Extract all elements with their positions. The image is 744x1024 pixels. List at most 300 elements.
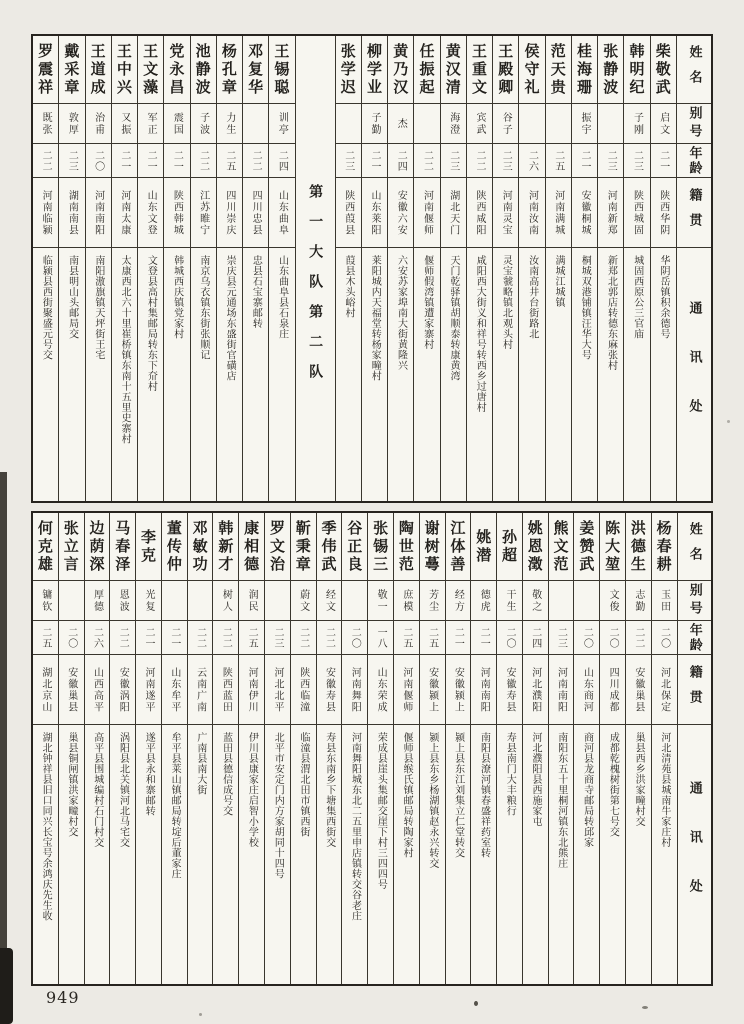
person-alias-cell — [368, 581, 393, 621]
person-age: 二五 — [552, 149, 564, 172]
scan-gutter-blob — [0, 948, 13, 1024]
person-alias-cell — [523, 581, 548, 621]
person-alias: 文俊 — [607, 588, 619, 613]
person-alias-cell — [239, 581, 264, 621]
person-name: 王殿卿 — [496, 42, 515, 97]
person-contact-cell — [546, 248, 571, 501]
person-origin: 河南临颍 — [40, 189, 52, 236]
person-origin-cell — [33, 655, 58, 725]
person-age-cell — [519, 144, 544, 178]
person-contact-cell — [394, 725, 419, 984]
person-contact: 高平县围城编村石门村交 — [91, 732, 103, 848]
person-contact-cell — [188, 725, 213, 984]
person-name: 谷正良 — [345, 519, 364, 574]
person-age-cell — [112, 144, 137, 178]
person-name: 邓敏功 — [190, 519, 209, 574]
person-origin: 河南灵宝 — [500, 189, 512, 236]
person-age-cell — [446, 621, 471, 655]
person-origin-cell — [471, 655, 496, 725]
person-name-cell — [598, 36, 623, 104]
person-alias: 既张 — [40, 111, 52, 136]
person-age: 二二 — [117, 626, 129, 649]
person-origin-cell — [572, 178, 597, 248]
person-contact-cell — [164, 248, 189, 501]
person-name: 陈大堃 — [603, 519, 622, 574]
person-age-cell — [317, 621, 342, 655]
person-origin-cell — [33, 178, 58, 248]
person-contact: 桐城双港铺镇汪华大号 — [579, 255, 591, 360]
person-origin: 河南南阳 — [555, 666, 567, 713]
person-alias: 蔚文 — [297, 588, 309, 613]
person-origin-cell — [138, 178, 163, 248]
person-alias-cell — [651, 104, 676, 144]
person-name: 边荫深 — [87, 519, 106, 574]
ink-speck — [642, 1006, 648, 1009]
person-contact: 巢县西乡洪家疃村交 — [633, 732, 645, 827]
person-age: 二一 — [168, 626, 180, 649]
person-contact: 颍上县东江刘集立仁堂转交 — [452, 732, 464, 858]
roster-column — [335, 36, 361, 501]
person-alias-cell — [112, 104, 137, 144]
person-contact: 山东曲阜县石泉庄 — [276, 255, 288, 339]
person-alias: 训亭 — [276, 111, 288, 136]
person-origin-cell — [59, 178, 84, 248]
person-alias-cell — [317, 581, 342, 621]
person-origin: 河南南阳 — [92, 189, 104, 236]
roster-column — [545, 36, 571, 501]
person-contact: 商河县龙商寺邮局转邱家 — [581, 732, 593, 848]
person-origin-cell — [162, 655, 187, 725]
person-alias: 子波 — [197, 111, 209, 136]
person-name: 洪德生 — [628, 519, 647, 574]
person-alias-cell — [342, 581, 367, 621]
person-origin-cell — [368, 655, 393, 725]
page-number: 949 — [46, 988, 80, 1007]
person-contact-cell — [85, 725, 110, 984]
person-contact: 咸阳西大街义和祥号转西乡过唐村 — [474, 255, 486, 413]
person-age-cell — [110, 621, 135, 655]
person-contact: 六安苏家埠南大街黄隆兴 — [395, 255, 407, 371]
person-age: 二〇 — [65, 626, 77, 649]
header-alias-cell — [678, 581, 711, 621]
person-alias-cell — [467, 104, 492, 144]
person-age: 二二 — [297, 626, 309, 649]
person-age: 二一 — [118, 149, 130, 172]
person-alias: 启文 — [657, 111, 669, 136]
person-alias: 宾武 — [474, 111, 486, 136]
person-contact-cell — [523, 725, 548, 984]
person-age: 二三 — [500, 149, 512, 172]
person-origin: 河南遂平 — [143, 666, 155, 713]
person-origin-cell — [291, 655, 316, 725]
person-name-cell — [446, 513, 471, 581]
person-contact: 寿县东南乡下塘集西街交 — [323, 732, 335, 848]
person-origin-cell — [598, 178, 623, 248]
roster-table-bottom — [31, 511, 713, 986]
person-origin: 河南新郑 — [605, 189, 617, 236]
person-name-cell — [162, 513, 187, 581]
person-age-cell — [572, 144, 597, 178]
person-name-cell — [59, 36, 84, 104]
roster-column — [625, 513, 651, 984]
person-contact-cell — [33, 248, 58, 501]
person-contact-cell — [471, 725, 496, 984]
person-alias-cell — [441, 104, 466, 144]
roster-column — [496, 513, 522, 984]
person-name: 杨春耕 — [654, 519, 673, 574]
person-age-cell — [549, 621, 574, 655]
person-age: 二三 — [66, 149, 78, 172]
person-origin-cell — [467, 178, 492, 248]
person-alias-cell — [243, 104, 268, 144]
person-contact-cell — [519, 248, 544, 501]
person-origin: 河北濮阳 — [529, 666, 541, 713]
roster-column — [573, 513, 599, 984]
person-origin-cell — [86, 178, 111, 248]
person-origin: 山东牟平 — [168, 666, 180, 713]
person-contact: 灵宝虢略镇北观头村 — [500, 255, 512, 350]
person-age-cell — [598, 144, 623, 178]
person-name: 王重文 — [470, 42, 489, 97]
person-contact-cell — [33, 725, 58, 984]
person-contact-cell — [138, 248, 163, 501]
person-age-cell — [414, 144, 439, 178]
roster-column — [242, 36, 268, 501]
roster-column — [109, 513, 135, 984]
person-contact: 河南舞阳城东北二五里申店镇转交谷老庄 — [349, 732, 361, 921]
person-origin-cell — [188, 655, 213, 725]
header-name-cell — [677, 36, 711, 104]
person-origin-cell — [549, 655, 574, 725]
person-alias-cell — [471, 581, 496, 621]
person-contact: 新郑北郭店转德东麻张村 — [605, 255, 617, 371]
person-age: 二三 — [271, 626, 283, 649]
person-alias: 光复 — [143, 588, 155, 613]
person-origin-cell — [336, 178, 361, 248]
person-age-cell — [217, 144, 242, 178]
person-age-cell — [162, 621, 187, 655]
person-age: 二一 — [143, 626, 155, 649]
person-alias-cell — [33, 581, 58, 621]
person-age: 二三 — [605, 149, 617, 172]
person-origin-cell — [164, 178, 189, 248]
person-contact-cell — [110, 725, 135, 984]
roster-column — [58, 513, 84, 984]
person-alias: 恩波 — [117, 588, 129, 613]
person-contact-cell — [213, 725, 238, 984]
person-origin-cell — [446, 655, 471, 725]
person-age-cell — [497, 621, 522, 655]
person-age: 二六 — [526, 149, 538, 172]
roster-column — [264, 513, 290, 984]
person-contact: 天门乾驿镇胡顺泰转康黄湾 — [448, 255, 460, 381]
person-contact-cell — [342, 725, 367, 984]
roster-column — [187, 513, 213, 984]
person-name-cell — [342, 513, 367, 581]
person-age: 二二 — [421, 149, 433, 172]
person-contact-cell — [497, 725, 522, 984]
person-alias-cell — [420, 581, 445, 621]
person-age-cell — [59, 144, 84, 178]
person-name-cell — [243, 36, 268, 104]
person-alias-cell — [59, 581, 84, 621]
person-contact: 河北清苑县城南牛家庄村 — [658, 732, 670, 848]
person-alias-cell — [291, 581, 316, 621]
person-age-cell — [33, 621, 58, 655]
person-name-cell — [414, 36, 439, 104]
header-column — [677, 513, 711, 984]
person-alias-cell — [164, 104, 189, 144]
person-name: 范天贵 — [548, 42, 567, 97]
person-alias: 润民 — [246, 588, 258, 613]
person-name-cell — [217, 36, 242, 104]
roster-column — [419, 513, 445, 984]
person-alias: 镛钦 — [39, 588, 51, 613]
person-alias-cell — [414, 104, 439, 144]
person-age: 二〇 — [92, 149, 104, 172]
person-origin: 陕西城固 — [631, 189, 643, 236]
person-origin: 安徽六安 — [395, 189, 407, 236]
roster-column — [387, 36, 413, 501]
roster-column — [548, 513, 574, 984]
person-origin: 陕西蓝田 — [220, 666, 232, 713]
roster-column — [161, 513, 187, 984]
person-origin: 湖南南县 — [66, 189, 78, 236]
person-contact-cell — [112, 248, 137, 501]
person-contact: 南县明山头邮局交 — [66, 255, 78, 339]
person-contact: 湖北钟祥县旧口同兴长宝号余鸿庆先生收 — [40, 732, 52, 921]
person-contact: 南京乌衣镇东街张顺记 — [197, 255, 209, 360]
roster-column — [466, 36, 492, 501]
person-contact: 巢县铜闸镇洪家疃村交 — [65, 732, 77, 837]
person-origin-cell — [85, 655, 110, 725]
person-contact: 广南县南大街 — [194, 732, 206, 795]
person-name: 孙超 — [499, 528, 518, 565]
person-age-cell — [388, 144, 413, 178]
person-alias: 树人 — [220, 588, 232, 613]
person-alias: 振宇 — [579, 111, 591, 136]
person-age: 二二 — [220, 626, 232, 649]
person-origin: 陕西葭县 — [342, 189, 354, 236]
person-name-cell — [651, 36, 676, 104]
person-age: 二二 — [194, 626, 206, 649]
person-name: 何克雄 — [35, 519, 54, 574]
person-origin-cell — [59, 655, 84, 725]
person-contact: 北平市安定门内方家胡同十四号 — [272, 732, 284, 879]
roster-column — [413, 36, 439, 501]
person-origin: 河北北平 — [271, 666, 283, 713]
person-alias-cell — [136, 581, 161, 621]
person-age-cell — [336, 144, 361, 178]
person-name: 黄乃汉 — [391, 42, 410, 97]
header-age: 年龄 — [686, 622, 702, 653]
person-contact: 崇庆县元通场东盛街官磺店 — [224, 255, 236, 381]
person-age-cell — [188, 621, 213, 655]
person-contact-cell — [317, 725, 342, 984]
person-origin: 河南偃师 — [400, 666, 412, 713]
person-name: 韩明纪 — [627, 42, 646, 97]
person-age: 二一 — [171, 149, 183, 172]
roster-column — [268, 36, 294, 501]
header-age: 年龄 — [686, 145, 702, 176]
person-origin: 山东文登 — [145, 189, 157, 236]
person-origin: 陕西临潼 — [297, 666, 309, 713]
person-contact-cell — [239, 725, 264, 984]
person-contact-cell — [86, 248, 111, 501]
person-contact-cell — [600, 725, 625, 984]
roster-column — [212, 513, 238, 984]
person-origin: 安徽涡阳 — [117, 666, 129, 713]
person-name-cell — [652, 513, 677, 581]
person-name: 王锡聪 — [272, 42, 291, 97]
person-contact: 南阳滶旗镇天坪街王宅 — [92, 255, 104, 360]
person-name-cell — [164, 36, 189, 104]
roster-column — [341, 513, 367, 984]
person-alias-cell — [213, 581, 238, 621]
person-name-cell — [467, 36, 492, 104]
person-name-cell — [394, 513, 419, 581]
person-alias: 力生 — [223, 111, 235, 136]
person-name-cell — [368, 513, 393, 581]
person-age: 二五 — [246, 626, 258, 649]
person-origin: 安徽颍上 — [426, 666, 438, 713]
person-origin-cell — [110, 655, 135, 725]
person-age: 二五 — [39, 626, 51, 649]
person-name-cell — [336, 36, 361, 104]
person-name: 谢树蕚 — [422, 519, 441, 574]
person-age-cell — [243, 144, 268, 178]
header-origin-cell — [678, 655, 711, 725]
person-alias-cell — [598, 104, 623, 144]
roster-table-top — [31, 34, 713, 503]
person-age: 二四 — [529, 626, 541, 649]
person-origin: 安徽寿县 — [323, 666, 335, 713]
person-contact-cell — [362, 248, 387, 501]
person-alias-cell — [497, 581, 522, 621]
roster-column — [522, 513, 548, 984]
header-name: 姓名 — [686, 44, 702, 95]
person-origin-cell — [626, 655, 651, 725]
person-contact-cell — [162, 725, 187, 984]
person-name: 陶世范 — [396, 519, 415, 574]
person-contact-cell — [652, 725, 677, 984]
person-age: 二五 — [223, 149, 235, 172]
person-name: 康相德 — [242, 519, 261, 574]
person-origin: 四川崇庆 — [223, 189, 235, 236]
roster-column — [470, 513, 496, 984]
person-age-cell — [493, 144, 518, 178]
person-age: 二〇 — [607, 626, 619, 649]
person-alias: 玉田 — [658, 588, 670, 613]
person-origin: 安徽巢县 — [65, 666, 77, 713]
person-name: 张学迟 — [338, 42, 357, 97]
person-alias-cell — [446, 581, 471, 621]
person-name: 张立言 — [61, 519, 80, 574]
person-origin-cell — [493, 178, 518, 248]
person-origin: 陕西韩城 — [171, 189, 183, 236]
person-age-cell — [291, 621, 316, 655]
person-origin-cell — [112, 178, 137, 248]
roster-column — [58, 36, 84, 501]
person-name-cell — [574, 513, 599, 581]
header-age-cell — [678, 621, 711, 655]
roster-column — [135, 513, 161, 984]
person-origin: 云南广南 — [194, 666, 206, 713]
ink-speck — [727, 420, 730, 423]
person-age-cell — [368, 621, 393, 655]
person-contact: 临潼县渭北田市镇西街 — [297, 732, 309, 837]
header-age-cell — [677, 144, 711, 178]
person-contact: 南阳东五十里桐河镇东北熊庄 — [555, 732, 567, 869]
person-age-cell — [59, 621, 84, 655]
person-age-cell — [652, 621, 677, 655]
person-origin-cell — [265, 655, 290, 725]
header-alias: 别号 — [686, 105, 702, 142]
person-origin-cell — [191, 178, 216, 248]
person-name-cell — [600, 513, 625, 581]
person-contact: 遂平县永和寨邮转 — [143, 732, 155, 816]
person-name: 罗文治 — [267, 519, 286, 574]
person-name-cell — [497, 513, 522, 581]
person-age: 二三 — [342, 149, 354, 172]
person-contact-cell — [651, 248, 676, 501]
person-contact-cell — [59, 248, 84, 501]
person-age-cell — [441, 144, 466, 178]
person-origin-cell — [217, 178, 242, 248]
header-alias: 别号 — [686, 582, 702, 619]
person-contact-cell — [59, 725, 84, 984]
person-origin: 河南太康 — [118, 189, 130, 236]
ink-speck — [474, 1001, 478, 1006]
person-alias: 杰 — [395, 117, 407, 130]
person-alias: 干生 — [503, 588, 515, 613]
person-origin-cell — [317, 655, 342, 725]
person-name-cell — [388, 36, 413, 104]
person-contact-cell — [243, 248, 268, 501]
roster-column — [238, 513, 264, 984]
person-name-cell — [136, 513, 161, 581]
person-age-cell — [191, 144, 216, 178]
roster-column — [163, 36, 189, 501]
roster-column — [33, 513, 58, 984]
person-contact-cell — [420, 725, 445, 984]
person-origin: 山西高平 — [91, 666, 103, 713]
person-contact: 南阳县潦河镇春盛祥药室转 — [478, 732, 490, 858]
person-origin: 湖北京山 — [39, 666, 51, 713]
person-name: 张静波 — [601, 42, 620, 97]
person-alias-cell — [388, 104, 413, 144]
person-alias-cell — [394, 581, 419, 621]
person-age-cell — [523, 621, 548, 655]
person-name: 姚恩澂 — [525, 519, 544, 574]
person-origin-cell — [624, 178, 649, 248]
person-alias-cell — [336, 104, 361, 144]
person-alias-cell — [493, 104, 518, 144]
person-contact: 临颍县西街聚盛元号交 — [40, 255, 52, 360]
person-alias-cell — [33, 104, 58, 144]
section-divider-label: 第一大队第二队 — [307, 184, 324, 394]
person-name-cell — [362, 36, 387, 104]
person-age-cell — [136, 621, 161, 655]
person-name-cell — [112, 36, 137, 104]
roster-column — [111, 36, 137, 501]
person-age-cell — [546, 144, 571, 178]
person-contact-cell — [269, 248, 294, 501]
person-name: 侯守礼 — [522, 42, 541, 97]
person-origin-cell — [243, 178, 268, 248]
header-origin: 籍贯 — [686, 187, 702, 238]
roster-column — [367, 513, 393, 984]
